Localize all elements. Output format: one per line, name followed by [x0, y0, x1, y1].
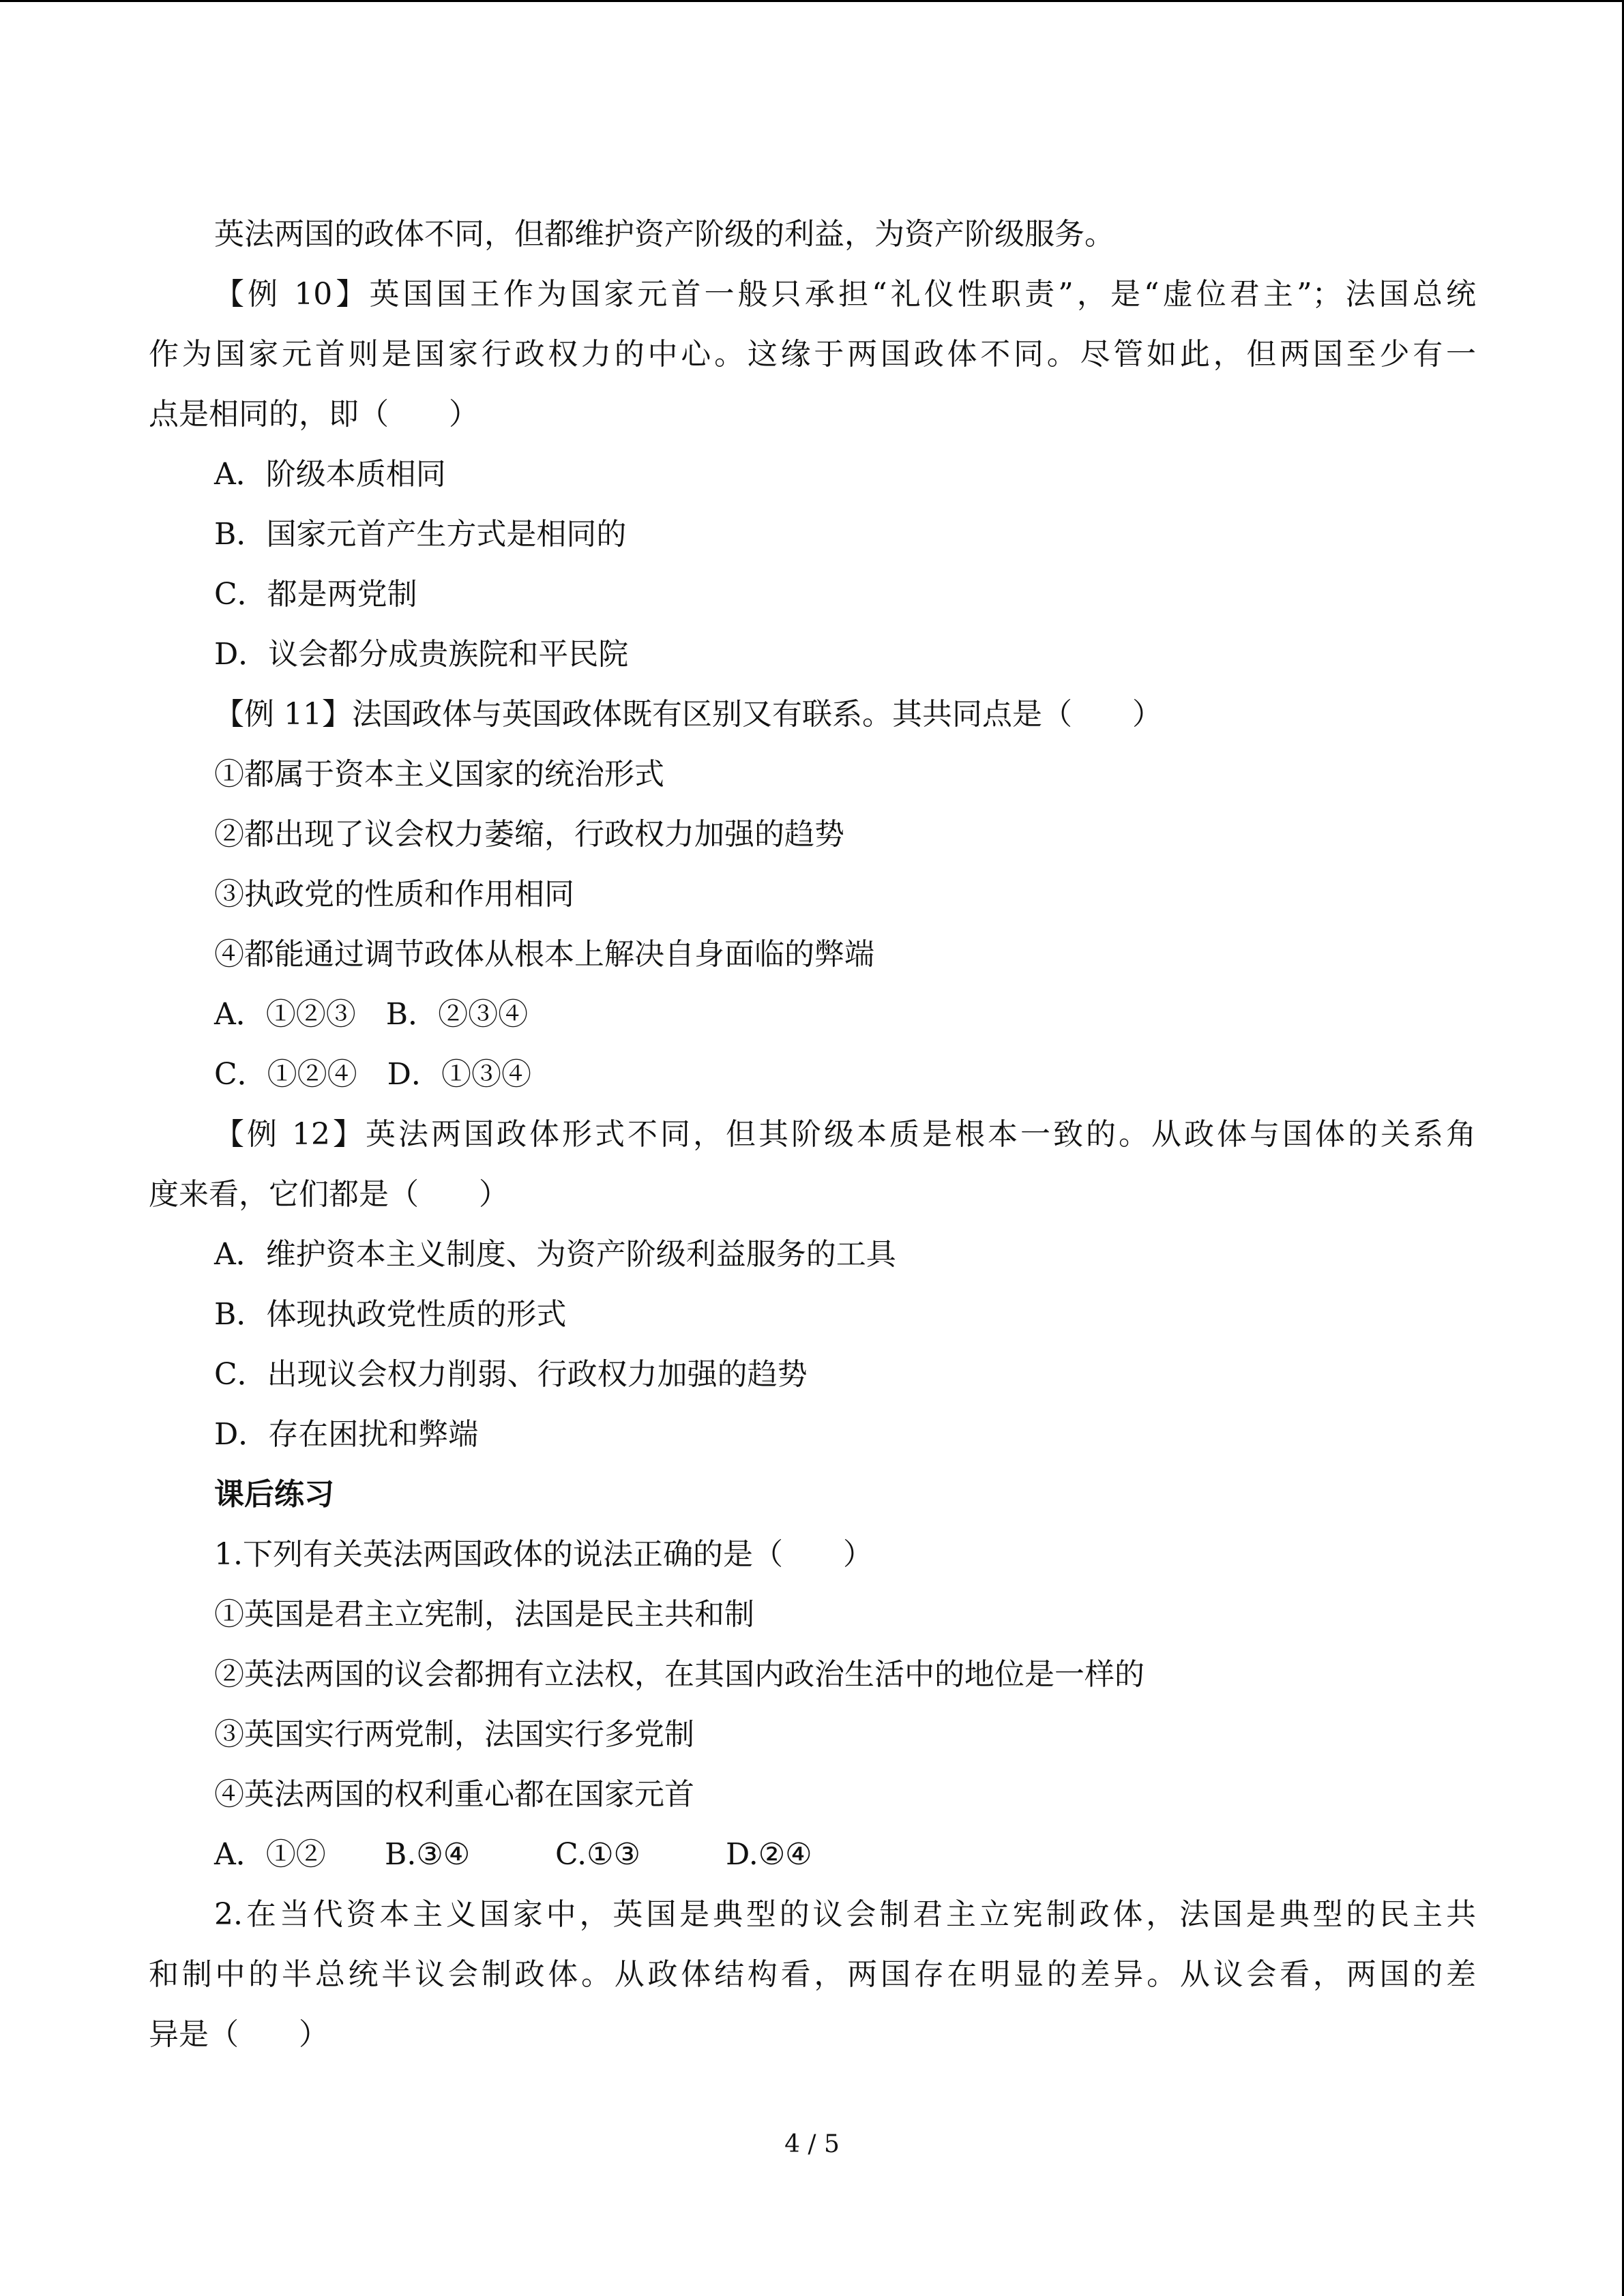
statement-4: ④英法两国的权利重心都在国家元首: [214, 1777, 694, 1812]
document-body: [149, 205, 1476, 2065]
option-a: A．维护资本主义制度、为资产阶级利益服务的工具: [214, 1237, 896, 1272]
statement-4: ④都能通过调节政体从根本上解决自身面临的弊端: [214, 937, 874, 972]
option-b: B．体现执政党性质的形式: [214, 1297, 567, 1332]
text-line: 英法两国的政体不同，但都维护资产阶级的利益，为资产阶级服务。: [214, 217, 1114, 252]
exercise-2-question: 2.在当代资本主义国家中，英国是典型的议会制君主立宪制政体，法国是典型的民主共: [214, 1897, 1476, 1932]
option-c: C．出现议会权力削弱、行政权力加强的趋势: [214, 1357, 808, 1392]
page-number: 4 / 5: [784, 2130, 840, 2158]
top-border: [0, 0, 1624, 2]
options-ab: A．①②③ B．②③④: [214, 997, 529, 1032]
text-line: 作为国家元首则是国家行政权力的中心。这缘于两国政体不同。尽管如此，但两国至少有一: [149, 337, 1476, 372]
statement-1: ①都属于资本主义国家的统治形式: [214, 757, 664, 792]
option-d: D．存在困扰和弊端: [214, 1417, 479, 1452]
example-12-question: 【例 12】英法两国政体形式不同，但其阶级本质是根本一致的。从政体与国体的关系角: [214, 1117, 1476, 1152]
option-a: A．①②: [214, 1837, 326, 1872]
option-d: D．议会都分成贵族院和平民院: [214, 637, 629, 672]
statement-3: ③英国实行两党制，法国实行多党制: [214, 1717, 694, 1752]
text-line: 度来看，它们都是（ ）: [149, 1177, 509, 1212]
text-line: 和制中的半总统半议会制政体。从政体结构看，两国存在明显的差异。从议会看，两国的差: [149, 1957, 1476, 1992]
statement-2: ②英法两国的议会都拥有立法权，在其国内政治生活中的地位是一样的: [214, 1657, 1145, 1692]
example-11-question: 【例 11】法国政体与英国政体既有区别又有联系。其共同点是（ ）: [214, 697, 1162, 732]
option-c: C.①③: [555, 1837, 640, 1872]
exercise-1-question: 1.下列有关英法两国政体的说法正确的是（ ）: [214, 1537, 873, 1572]
option-c: C．都是两党制: [214, 577, 417, 612]
example-10-question: 【例 10】英国国王作为国家元首一般只承担“礼仪性职责”，是“虚位君主”；法国总统: [214, 277, 1476, 312]
statement-1: ①英国是君主立宪制，法国是民主共和制: [214, 1597, 754, 1632]
text-line: 点是相同的，即（ ）: [149, 397, 479, 432]
option-a: A．阶级本质相同: [214, 457, 446, 492]
option-d: D.②④: [726, 1837, 812, 1872]
options-cd: C．①②④ D．①③④: [214, 1057, 531, 1092]
option-b: B．国家元首产生方式是相同的: [214, 517, 627, 552]
statement-3: ③执政党的性质和作用相同: [214, 877, 574, 912]
text-line: 异是（ ）: [149, 2017, 329, 2052]
statement-2: ②都出现了议会权力萎缩，行政权力加强的趋势: [214, 817, 844, 852]
section-heading: 课后练习: [214, 1477, 334, 1512]
option-b: B.③④: [385, 1837, 471, 1872]
exercise-1-options: [149, 1825, 1476, 1885]
